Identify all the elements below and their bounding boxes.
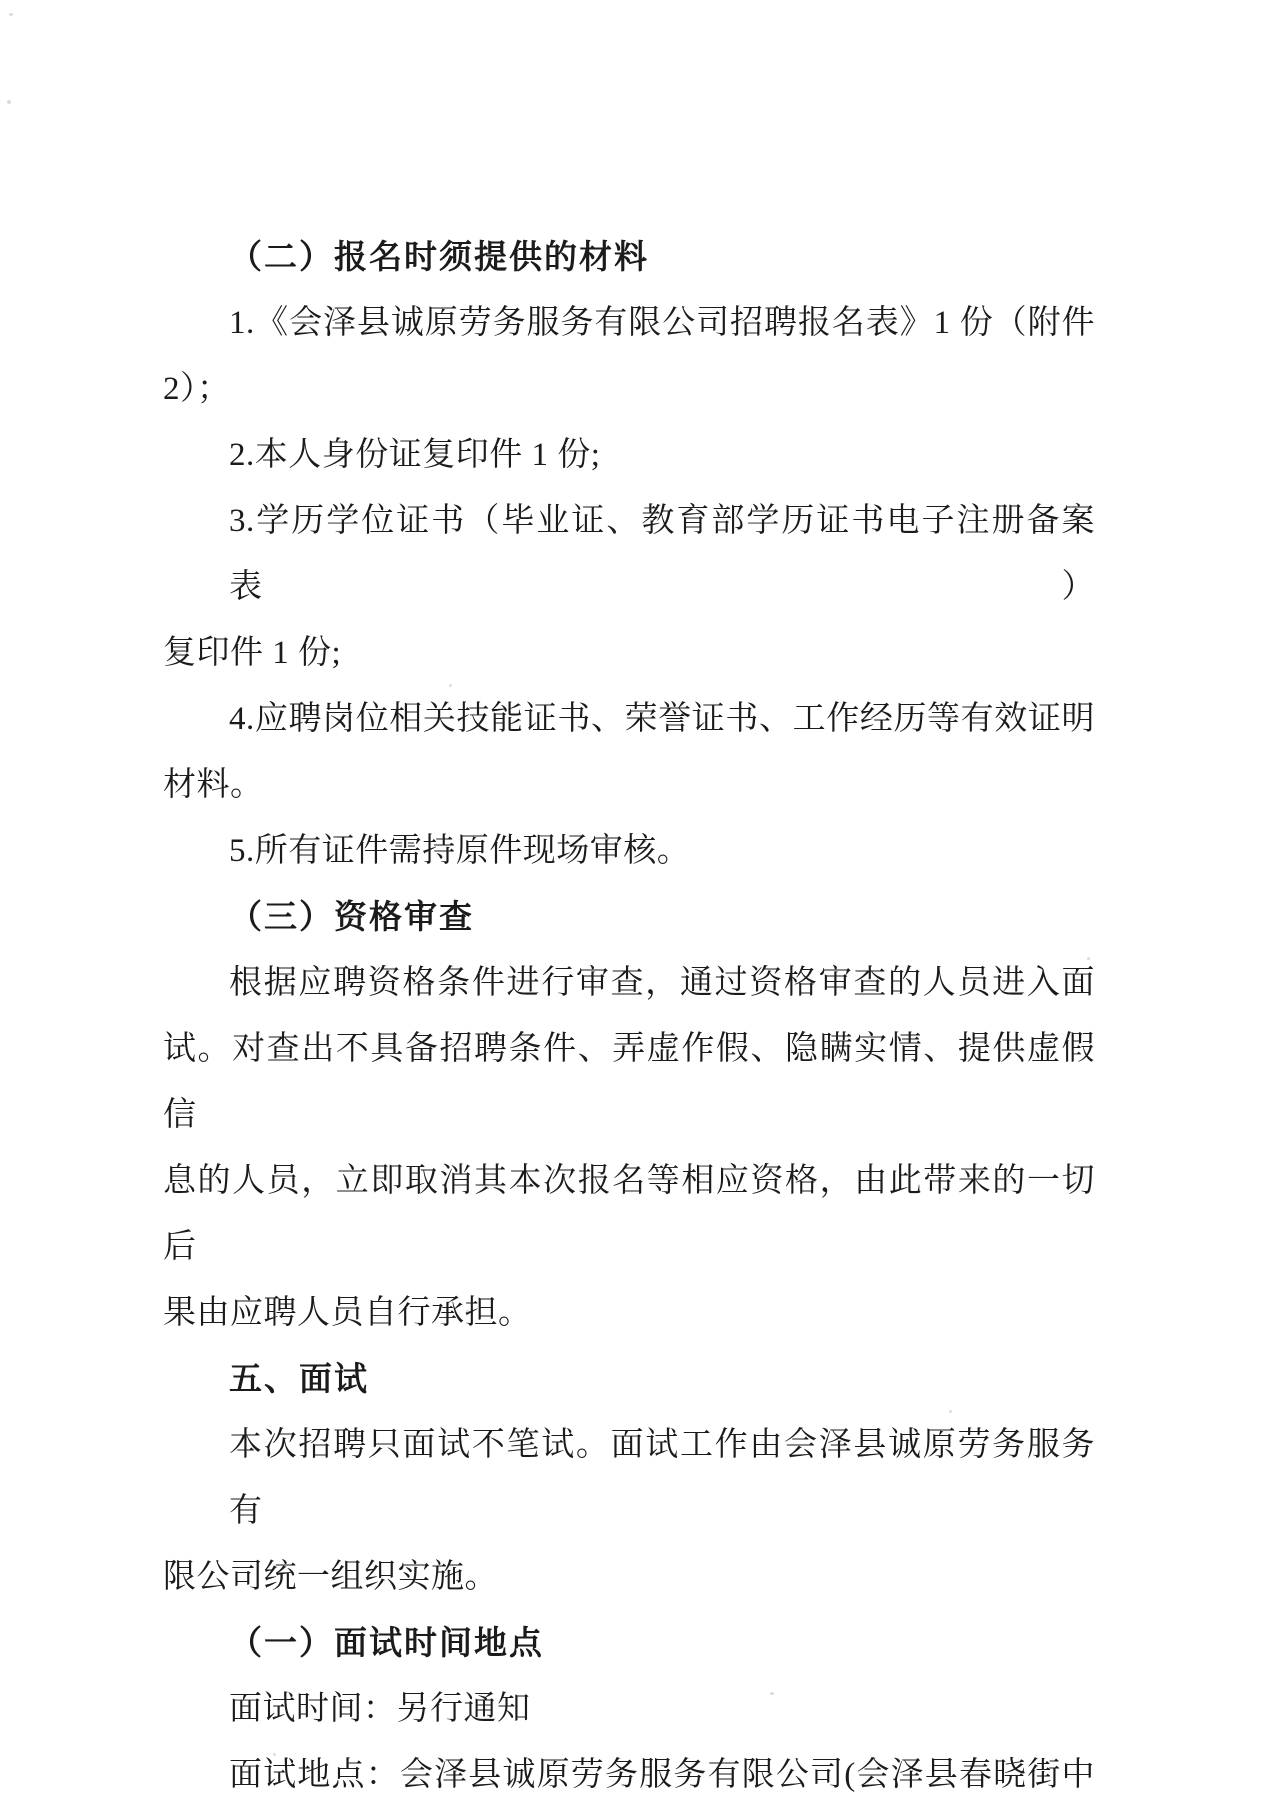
item3-line2: 复印件 1 份; — [163, 635, 342, 671]
scan-speck — [770, 1692, 774, 1695]
scan-speck — [466, 1310, 469, 1313]
scan-speck — [7, 100, 11, 104]
section-heading-materials: （二）报名时须提供的材料 — [229, 238, 649, 275]
item4-line2: 材料。 — [163, 767, 264, 803]
item5-original-check: 5.所有证件需持原件现场审核。 — [229, 833, 691, 869]
para-review-line3: 息的人员，立即取消其本次报名等相应资格，由此带来的一切后 — [163, 1163, 1095, 1265]
document-text — [163, 224, 1095, 1806]
item3-line1: 3.学历学位证书（毕业证、教育部学历证书电子注册备案表） — [229, 503, 1095, 605]
item1-line1: 1.《会泽县诚原劳务服务有限公司招聘报名表》1 份（附件 — [229, 305, 1095, 341]
section-heading-interview-time-place: （一）面试时间地点 — [229, 1624, 544, 1661]
scan-speck — [911, 516, 914, 519]
line-interview-place: 面试地点：会泽县诚原劳务服务有限公司(会泽县春晓街中 — [229, 1757, 1095, 1793]
item1-line2: 2）； — [163, 371, 231, 407]
section-heading-interview: 五、面试 — [229, 1360, 369, 1397]
item4-line1: 4.应聘岗位相关技能证书、荣誉证书、工作经历等有效证明 — [229, 701, 1095, 737]
para-review-line4: 果由应聘人员自行承担。 — [163, 1295, 532, 1331]
scan-speck — [273, 1753, 276, 1756]
scan-speck — [949, 1410, 952, 1413]
item2-id-copy: 2.本人身份证复印件 1 份; — [229, 437, 601, 473]
para-interview-line1: 本次招聘只面试不笔试。面试工作由会泽县诚原劳务服务有 — [229, 1427, 1095, 1529]
para-review-line2: 试。对查出不具备招聘条件、弄虚作假、隐瞒实情、提供虚假信 — [163, 1031, 1095, 1133]
section-heading-qualification-review: （三）资格审查 — [229, 898, 474, 935]
para-interview-line2: 限公司统一组织实施。 — [163, 1559, 498, 1595]
scan-speck — [9, 13, 13, 16]
scan-speck — [1087, 957, 1090, 960]
para-review-line1: 根据应聘资格条件进行审查，通过资格审查的人员进入面 — [229, 965, 1095, 1001]
scan-speck — [449, 684, 452, 687]
line-interview-time: 面试时间：另行通知 — [229, 1691, 531, 1727]
